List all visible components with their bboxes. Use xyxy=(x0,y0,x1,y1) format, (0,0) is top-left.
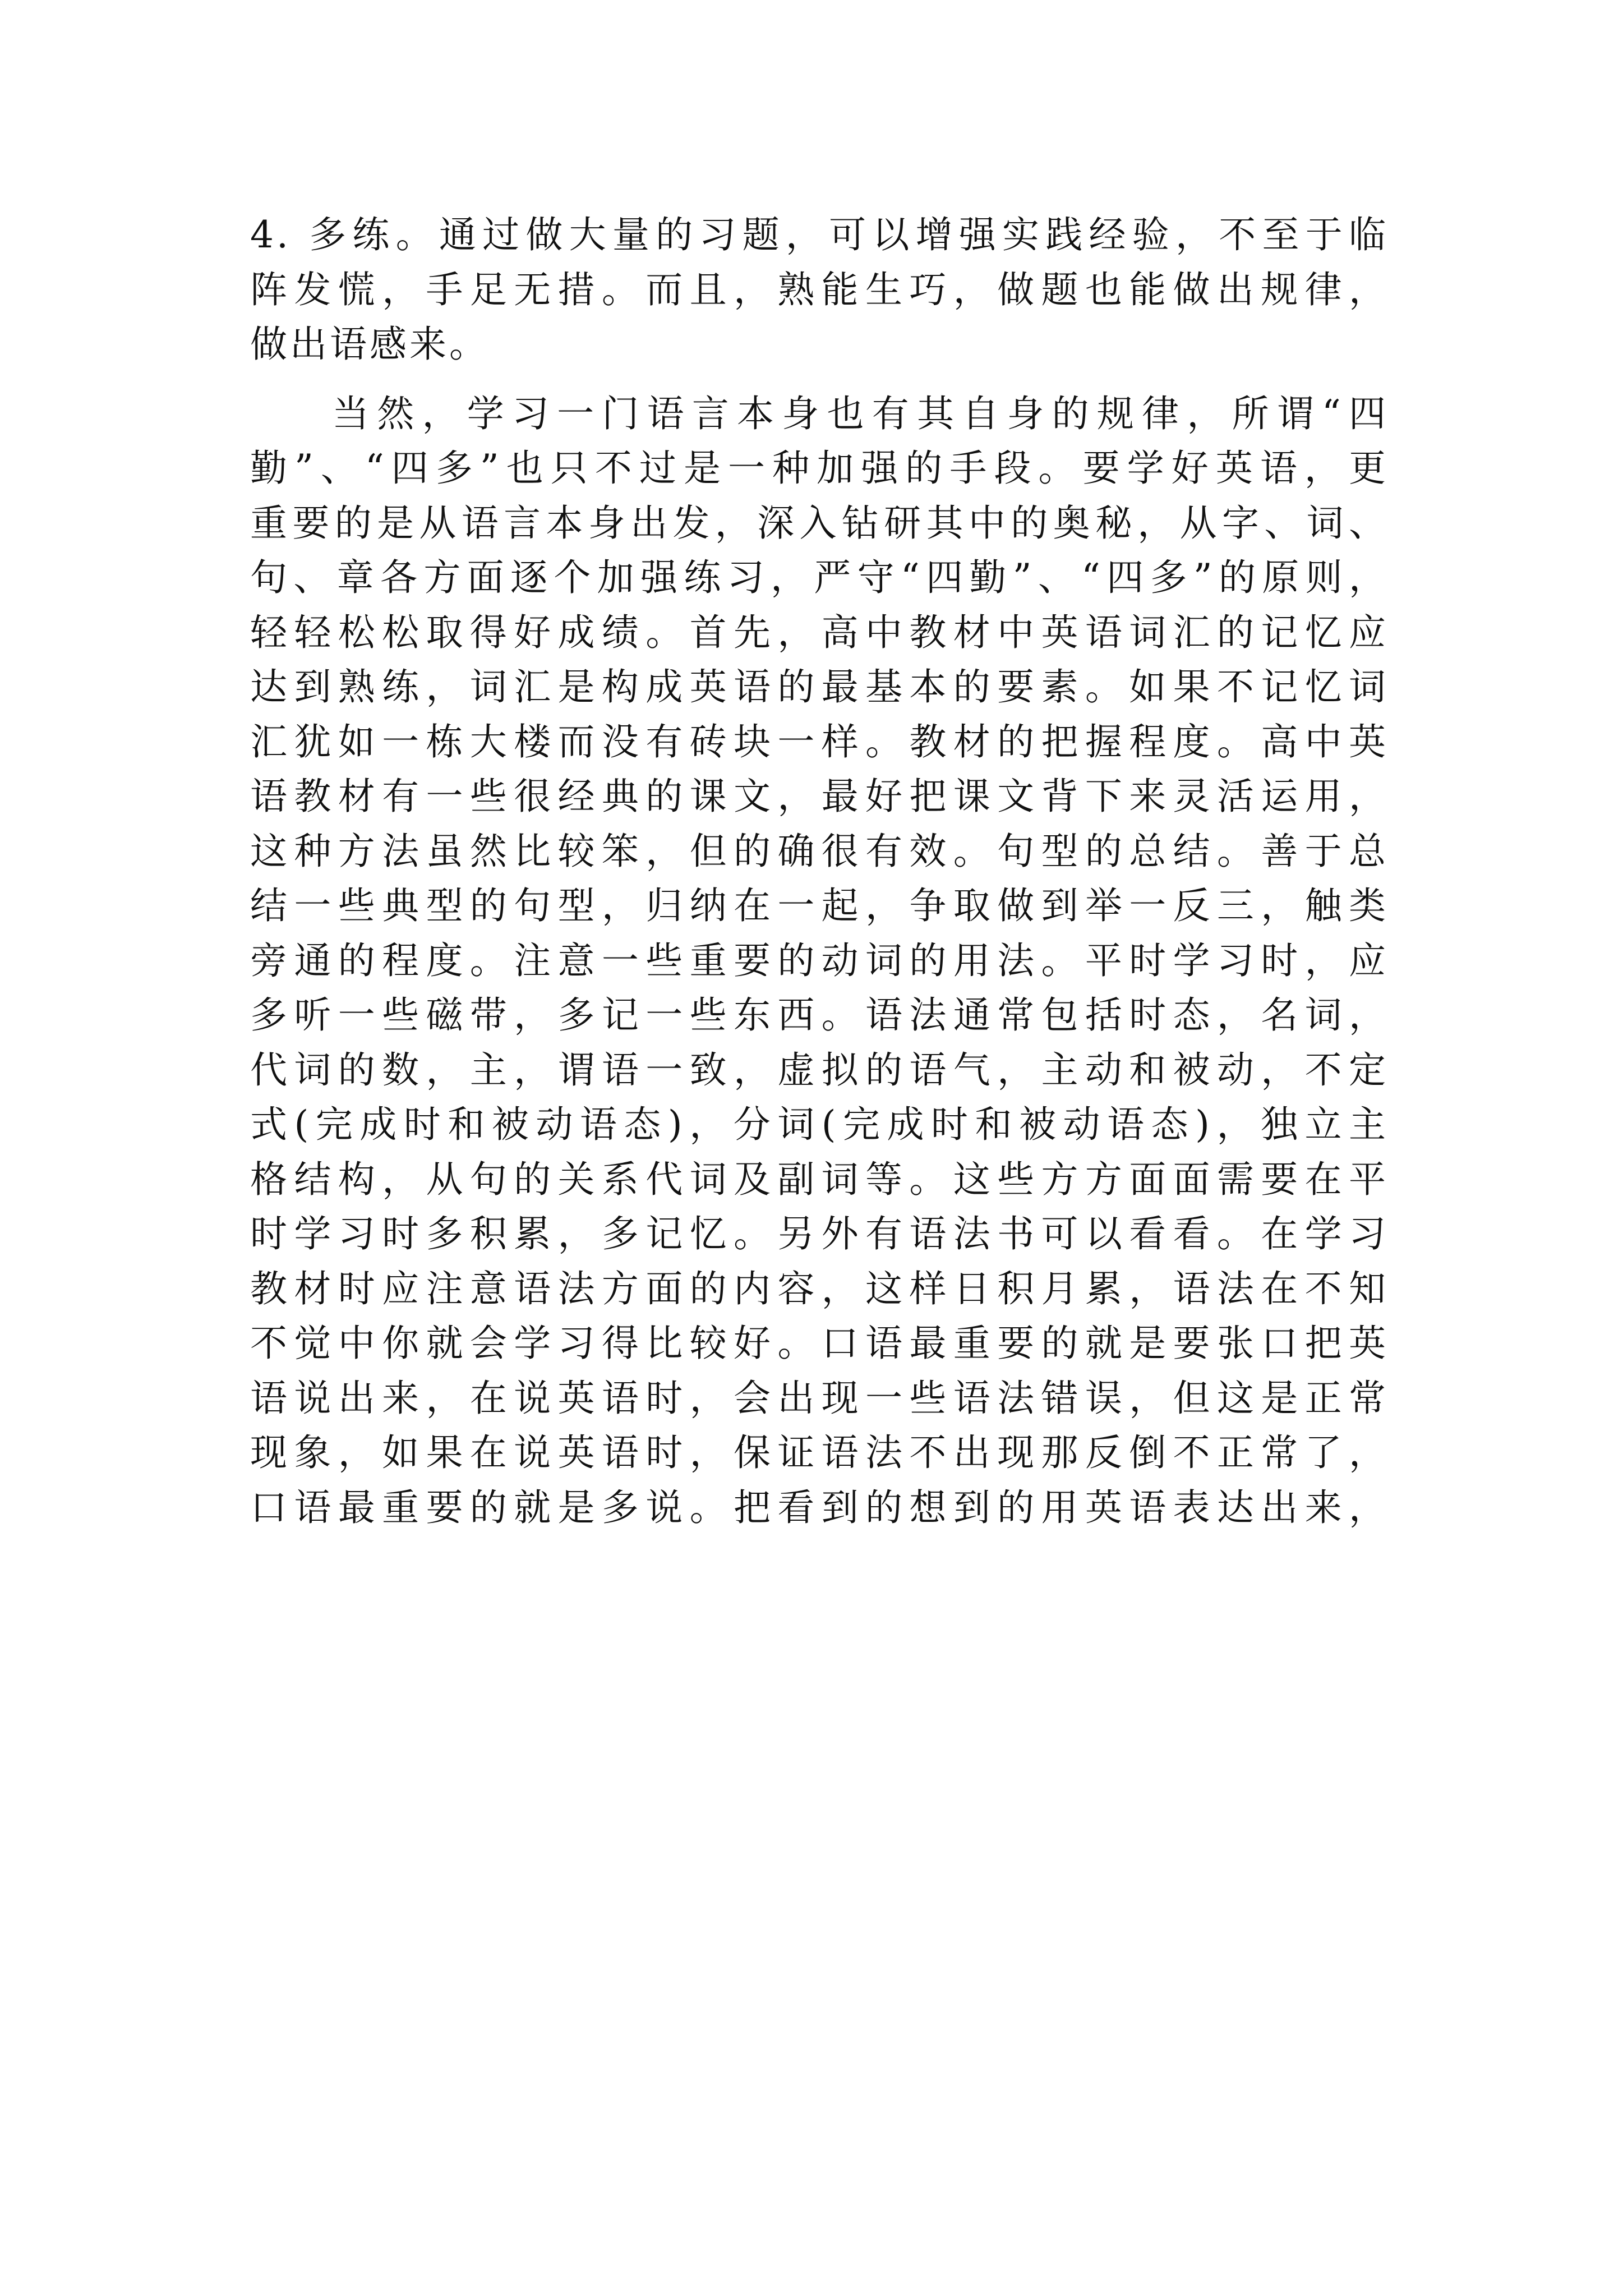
text-line: 达到熟练，词汇是构成英语的最基本的要素。如果不记忆词 xyxy=(250,665,1389,708)
text-line: 这种方法虽然比较笨，但的确很有效。句型的总结。善于总 xyxy=(250,829,1389,873)
text-line: 语说出来，在说英语时，会出现一些语法错误，但这是正常 xyxy=(250,1376,1389,1420)
text-line: 重要的是从语言本身出发，深入钻研其中的奥秘，从字、词、 xyxy=(250,501,1389,545)
text-line: 口语最重要的就是多说。把看到的想到的用英语表达出来， xyxy=(250,1485,1389,1529)
paragraph-practice xyxy=(250,208,1389,372)
paragraph-language-learning xyxy=(250,386,1389,1535)
document-body xyxy=(250,208,1389,1535)
text-line: 格结构，从句的关系代词及副词等。这些方方面面需要在平 xyxy=(250,1157,1389,1201)
text-line: 结一些典型的句型，归纳在一起，争取做到举一反三，触类 xyxy=(250,884,1389,927)
text-line: 现象，如果在说英语时，保证语法不出现那反倒不正常了， xyxy=(250,1431,1389,1474)
text-line: 句、章各方面逐个加强练习，严守“四勤”、“四多”的原则， xyxy=(250,556,1389,599)
text-line: 阵发慌，手足无措。而且，熟能生巧，做题也能做出规律， xyxy=(250,268,1389,311)
paragraph-gap xyxy=(250,372,1389,386)
text-line: 语教材有一些很经典的课文，最好把课文背下来灵活运用， xyxy=(250,775,1389,818)
text-line: 不觉中你就会学习得比较好。口语最重要的就是要张口把英 xyxy=(250,1322,1389,1365)
text-line: 旁通的程度。注意一些重要的动词的用法。平时学习时，应 xyxy=(250,938,1389,982)
text-line: 时学习时多积累，多记忆。另外有语法书可以看看。在学习 xyxy=(250,1212,1389,1255)
text-line: 多听一些磁带，多记一些东西。语法通常包括时态，名词， xyxy=(250,993,1389,1037)
text-line: 汇犹如一栋大楼而没有砖块一样。教材的把握程度。高中英 xyxy=(250,720,1389,763)
text-line: 4. 多练。通过做大量的习题，可以增强实践经验，不至于临 xyxy=(250,213,1389,256)
text-line: 教材时应注意语法方面的内容，这样日积月累，语法在不知 xyxy=(250,1267,1389,1310)
text-line: 轻轻松松取得好成绩。首先，高中教材中英语词汇的记忆应 xyxy=(250,610,1389,654)
text-line: 代词的数，主，谓语一致，虚拟的语气，主动和被动，不定 xyxy=(250,1048,1389,1092)
text-line: 勤”、“四多”也只不过是一种加强的手段。要学好英语，更 xyxy=(250,447,1389,490)
text-line: 式(完成时和被动语态)，分词(完成时和被动语态)，独立主 xyxy=(250,1103,1389,1146)
text-line: 当然，学习一门语言本身也有其自身的规律，所谓“四 xyxy=(332,392,1389,435)
text-line: 做出语感来。 xyxy=(250,323,489,366)
